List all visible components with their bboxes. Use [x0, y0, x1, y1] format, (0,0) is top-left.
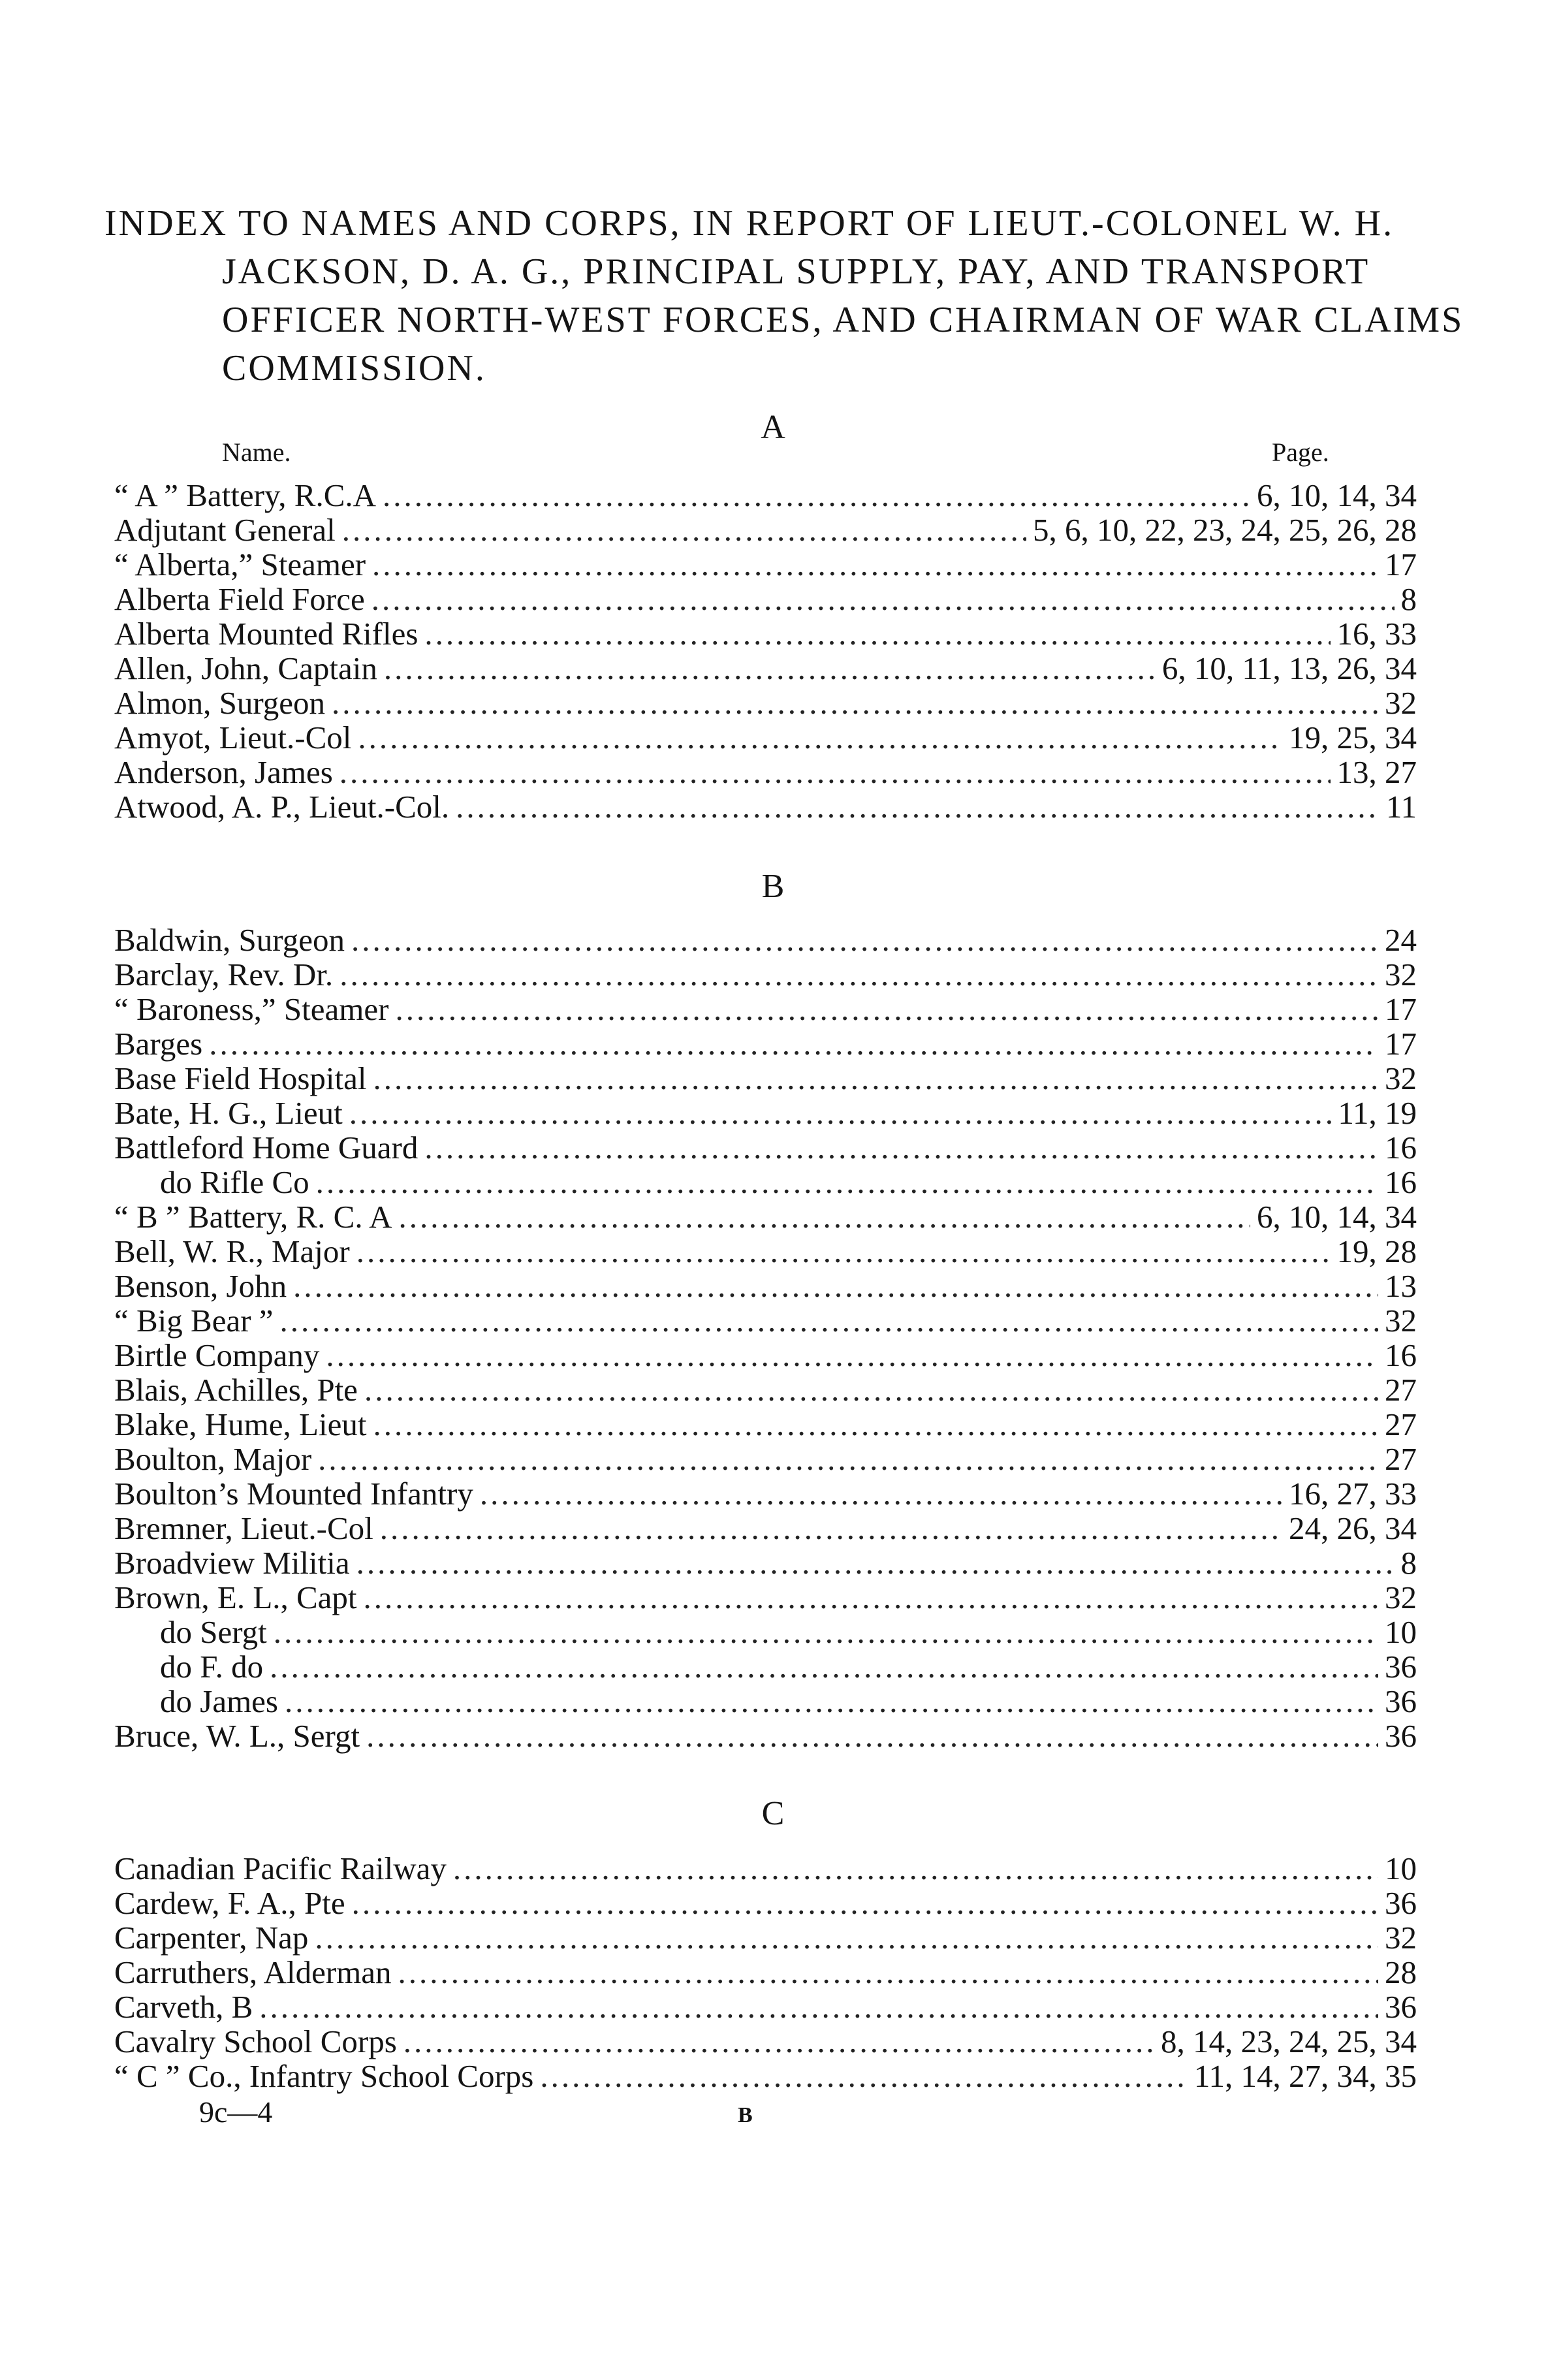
- index-entry: [114, 478, 1417, 513]
- entry-name: Bremner, Lieut.-Col: [114, 1510, 373, 1546]
- leader-dots: [372, 547, 1378, 582]
- entry-name: “ B ” Battery, R. C. A: [114, 1199, 392, 1235]
- leader-dots: [384, 651, 1156, 686]
- entry-name: Amyot, Lieut.-Col: [114, 720, 352, 755]
- index-entry: [114, 547, 1417, 582]
- entry-name: do Sergt: [160, 1614, 267, 1650]
- entry-pages: 36: [1385, 1683, 1417, 1719]
- index-entry: [114, 1580, 1417, 1615]
- entry-name: Blais, Achilles, Pte: [114, 1372, 358, 1408]
- leader-dots: [270, 1649, 1378, 1684]
- index-entry: [114, 789, 1417, 824]
- index-entry: [114, 582, 1417, 616]
- index-entry: [114, 755, 1417, 789]
- index-entry: [114, 1407, 1417, 1442]
- entry-pages: 8: [1400, 1545, 1417, 1581]
- leader-dots: [424, 616, 1330, 651]
- entry-name: Alberta Mounted Rifles: [114, 616, 418, 652]
- leader-dots: [349, 1096, 1332, 1130]
- leader-dots: [373, 1407, 1378, 1442]
- entry-pages: 36: [1385, 1989, 1417, 2025]
- entry-name: Atwood, A. P., Lieut.-Col.: [114, 789, 450, 825]
- entry-pages: 17: [1385, 991, 1417, 1027]
- index-entry: [114, 2059, 1417, 2093]
- entry-pages: 16, 27, 33: [1289, 1476, 1417, 1512]
- entry-pages: 27: [1385, 1441, 1417, 1477]
- leader-dots: [351, 923, 1378, 957]
- entry-pages: 32: [1385, 1060, 1417, 1096]
- index-entry: [114, 1096, 1417, 1130]
- entry-name: Brown, E. L., Capt: [114, 1579, 357, 1615]
- entry-name: Almon, Surgeon: [114, 685, 326, 721]
- entry-pages: 19, 28: [1336, 1233, 1417, 1269]
- entry-name: “ Big Bear ”: [114, 1303, 274, 1339]
- leader-dots: [424, 1130, 1378, 1165]
- entry-pages: 8: [1400, 581, 1417, 617]
- index-entry: [114, 1990, 1417, 2024]
- title-line: JACKSON, D. A. G., PRINCIPAL SUPPLY, PAY, AND TRANSPORT: [222, 251, 1370, 292]
- entry-pages: 28: [1385, 1954, 1417, 1990]
- entry-name: Anderson, James: [114, 754, 333, 790]
- leader-dots: [318, 1442, 1378, 1476]
- entry-name: Bruce, W. L., Sergt: [114, 1718, 360, 1754]
- entry-name: Baldwin, Surgeon: [114, 922, 345, 958]
- leader-dots: [480, 1476, 1282, 1511]
- section-a-entries: [114, 478, 1417, 824]
- entry-name: Blake, Hume, Lieut: [114, 1406, 367, 1442]
- index-entry: [114, 720, 1417, 755]
- entry-name: Carveth, B: [114, 1989, 253, 2025]
- entry-pages: 32: [1385, 685, 1417, 721]
- entry-name: “ A ” Battery, R.C.A: [114, 477, 377, 513]
- leader-dots: [380, 1511, 1282, 1546]
- leader-dots: [285, 1684, 1378, 1719]
- leader-dots: [399, 1199, 1250, 1234]
- entry-name: “ C ” Co., Infantry School Corps: [114, 2058, 534, 2094]
- index-entry: [114, 2024, 1417, 2059]
- entry-name: Barclay, Rev. Dr.: [114, 957, 334, 992]
- leader-dots: [339, 755, 1331, 789]
- leader-dots: [316, 1165, 1378, 1199]
- index-entry: [114, 1199, 1417, 1234]
- index-entry: [114, 1920, 1417, 1955]
- leader-dots: [383, 478, 1250, 513]
- name-column-header: Name.: [222, 437, 291, 467]
- entry-pages: 5, 6, 10, 22, 23, 24, 25, 26, 28: [1033, 512, 1417, 548]
- entry-pages: 10: [1385, 1614, 1417, 1650]
- index-entry: [114, 513, 1417, 547]
- entry-name: Cardew, F. A., Pte: [114, 1885, 345, 1921]
- index-entry: [114, 1234, 1417, 1269]
- entry-pages: 6, 10, 14, 34: [1257, 477, 1417, 513]
- entry-pages: 6, 10, 14, 34: [1257, 1199, 1417, 1235]
- leader-dots: [259, 1990, 1378, 2024]
- entry-name: Broadview Militia: [114, 1545, 350, 1581]
- index-entry: [114, 1165, 1417, 1199]
- entry-name: “ Alberta,” Steamer: [114, 547, 366, 582]
- entry-pages: 6, 10, 11, 13, 26, 34: [1161, 650, 1417, 686]
- leader-dots: [274, 1615, 1378, 1649]
- leader-dots: [356, 1546, 1395, 1580]
- leader-dots: [364, 1580, 1378, 1615]
- index-entry: [114, 1061, 1417, 1096]
- entry-pages: 13, 27: [1336, 754, 1417, 790]
- index-entry: [114, 616, 1417, 651]
- entry-pages: 19, 25, 34: [1289, 720, 1417, 755]
- title-line: OFFICER NORTH-WEST FORCES, AND CHAIRMAN OF WAR CLAIMS: [222, 300, 1464, 340]
- index-entry: [114, 1130, 1417, 1165]
- entry-pages: 36: [1385, 1718, 1417, 1754]
- leader-dots: [373, 1061, 1378, 1096]
- title-line: INDEX TO NAMES AND CORPS, IN REPORT OF LIEUT.-COLONEL W. H.: [104, 203, 1395, 244]
- leader-dots: [332, 686, 1378, 720]
- entry-pages: 8, 14, 23, 24, 25, 34: [1161, 2023, 1417, 2059]
- entry-pages: 32: [1385, 1303, 1417, 1339]
- entry-name: Boulton’s Mounted Infantry: [114, 1476, 473, 1512]
- index-entry: [114, 1026, 1417, 1061]
- footer-mark: B: [738, 2103, 753, 2127]
- signature-mark: 9c—4: [199, 2095, 273, 2129]
- leader-dots: [280, 1303, 1378, 1338]
- section-c-entries: [114, 1851, 1417, 2093]
- leader-dots: [358, 720, 1282, 755]
- section-b-entries: [114, 923, 1417, 1753]
- index-entry: [114, 686, 1417, 720]
- leader-dots: [456, 789, 1380, 824]
- index-entry: [114, 1372, 1417, 1407]
- leader-dots: [366, 1719, 1378, 1753]
- entry-name: Birtle Company: [114, 1337, 320, 1373]
- entry-pages: 24, 26, 34: [1289, 1510, 1417, 1546]
- index-entry: [114, 1851, 1417, 1886]
- leader-dots: [352, 1886, 1378, 1920]
- entry-name: Battleford Home Guard: [114, 1130, 418, 1166]
- entry-pages: 10: [1385, 1850, 1417, 1886]
- index-entry: [114, 923, 1417, 957]
- index-entry: [114, 1269, 1417, 1303]
- entry-pages: 11, 19: [1338, 1095, 1417, 1131]
- entry-name: do Rifle Co: [160, 1164, 309, 1200]
- leader-dots: [364, 1372, 1378, 1407]
- section-letter-a: A: [761, 409, 785, 446]
- leader-dots: [395, 992, 1378, 1026]
- leader-dots: [403, 2024, 1154, 2059]
- index-entry: [114, 1649, 1417, 1684]
- index-entry: [114, 1955, 1417, 1990]
- index-entry: [114, 1886, 1417, 1920]
- entry-pages: 32: [1385, 1920, 1417, 1956]
- entry-pages: 16: [1385, 1164, 1417, 1200]
- leader-dots: [293, 1269, 1378, 1303]
- entry-pages: 13: [1385, 1268, 1417, 1304]
- entry-pages: 27: [1385, 1406, 1417, 1442]
- entry-pages: 27: [1385, 1372, 1417, 1408]
- index-entry: [114, 992, 1417, 1026]
- leader-dots: [453, 1851, 1378, 1886]
- entry-name: Bate, H. G., Lieut: [114, 1095, 343, 1131]
- leader-dots: [315, 1920, 1378, 1955]
- leader-dots: [371, 582, 1395, 616]
- entry-name: do James: [160, 1683, 278, 1719]
- entry-name: Carpenter, Nap: [114, 1920, 309, 1956]
- index-entry: [114, 1615, 1417, 1649]
- entry-name: do F. do: [160, 1649, 264, 1685]
- entry-name: Bell, W. R., Major: [114, 1233, 350, 1269]
- entry-name: Boulton, Major: [114, 1441, 312, 1477]
- entry-pages: 16: [1385, 1130, 1417, 1166]
- section-letter-c: C: [761, 1795, 785, 1832]
- index-entry: [114, 957, 1417, 992]
- leader-dots: [342, 513, 1026, 547]
- index-entry: [114, 651, 1417, 686]
- index-entry: [114, 1303, 1417, 1338]
- index-entry: [114, 1719, 1417, 1753]
- leader-dots: [339, 957, 1378, 992]
- entry-pages: 11, 14, 27, 34, 35: [1193, 2058, 1417, 2094]
- entry-pages: 32: [1385, 1579, 1417, 1615]
- leader-dots: [326, 1338, 1378, 1372]
- entry-name: Barges: [114, 1026, 203, 1062]
- entry-pages: 36: [1385, 1885, 1417, 1921]
- entry-name: “ Baroness,” Steamer: [114, 991, 389, 1027]
- entry-name: Canadian Pacific Railway: [114, 1850, 447, 1886]
- entry-name: Carruthers, Alderman: [114, 1954, 392, 1990]
- leader-dots: [398, 1955, 1378, 1990]
- entry-name: Base Field Hospital: [114, 1060, 367, 1096]
- entry-pages: 36: [1385, 1649, 1417, 1685]
- section-letter-b: B: [761, 868, 785, 905]
- entry-name: Alberta Field Force: [114, 581, 365, 617]
- page-column-header: Page.: [1272, 437, 1329, 467]
- leader-dots: [356, 1234, 1331, 1269]
- entry-name: Cavalry School Corps: [114, 2023, 397, 2059]
- index-entry: [114, 1442, 1417, 1476]
- index-entry: [114, 1511, 1417, 1546]
- entry-name: Adjutant General: [114, 512, 336, 548]
- index-entry: [114, 1546, 1417, 1580]
- entry-pages: 16: [1385, 1337, 1417, 1373]
- title-line: COMMISSION.: [222, 348, 486, 389]
- index-entry: [114, 1338, 1417, 1372]
- entry-pages: 17: [1385, 547, 1417, 582]
- leader-dots: [209, 1026, 1378, 1061]
- index-entry: [114, 1684, 1417, 1719]
- entry-pages: 17: [1385, 1026, 1417, 1062]
- entry-pages: 24: [1385, 922, 1417, 958]
- entry-pages: 11: [1385, 789, 1417, 825]
- leader-dots: [540, 2059, 1187, 2093]
- entry-name: Benson, John: [114, 1268, 287, 1304]
- index-entry: [114, 1476, 1417, 1511]
- page-title: [104, 199, 1464, 392]
- entry-pages: 16, 33: [1336, 616, 1417, 652]
- entry-name: Allen, John, Captain: [114, 650, 377, 686]
- entry-pages: 32: [1385, 957, 1417, 992]
